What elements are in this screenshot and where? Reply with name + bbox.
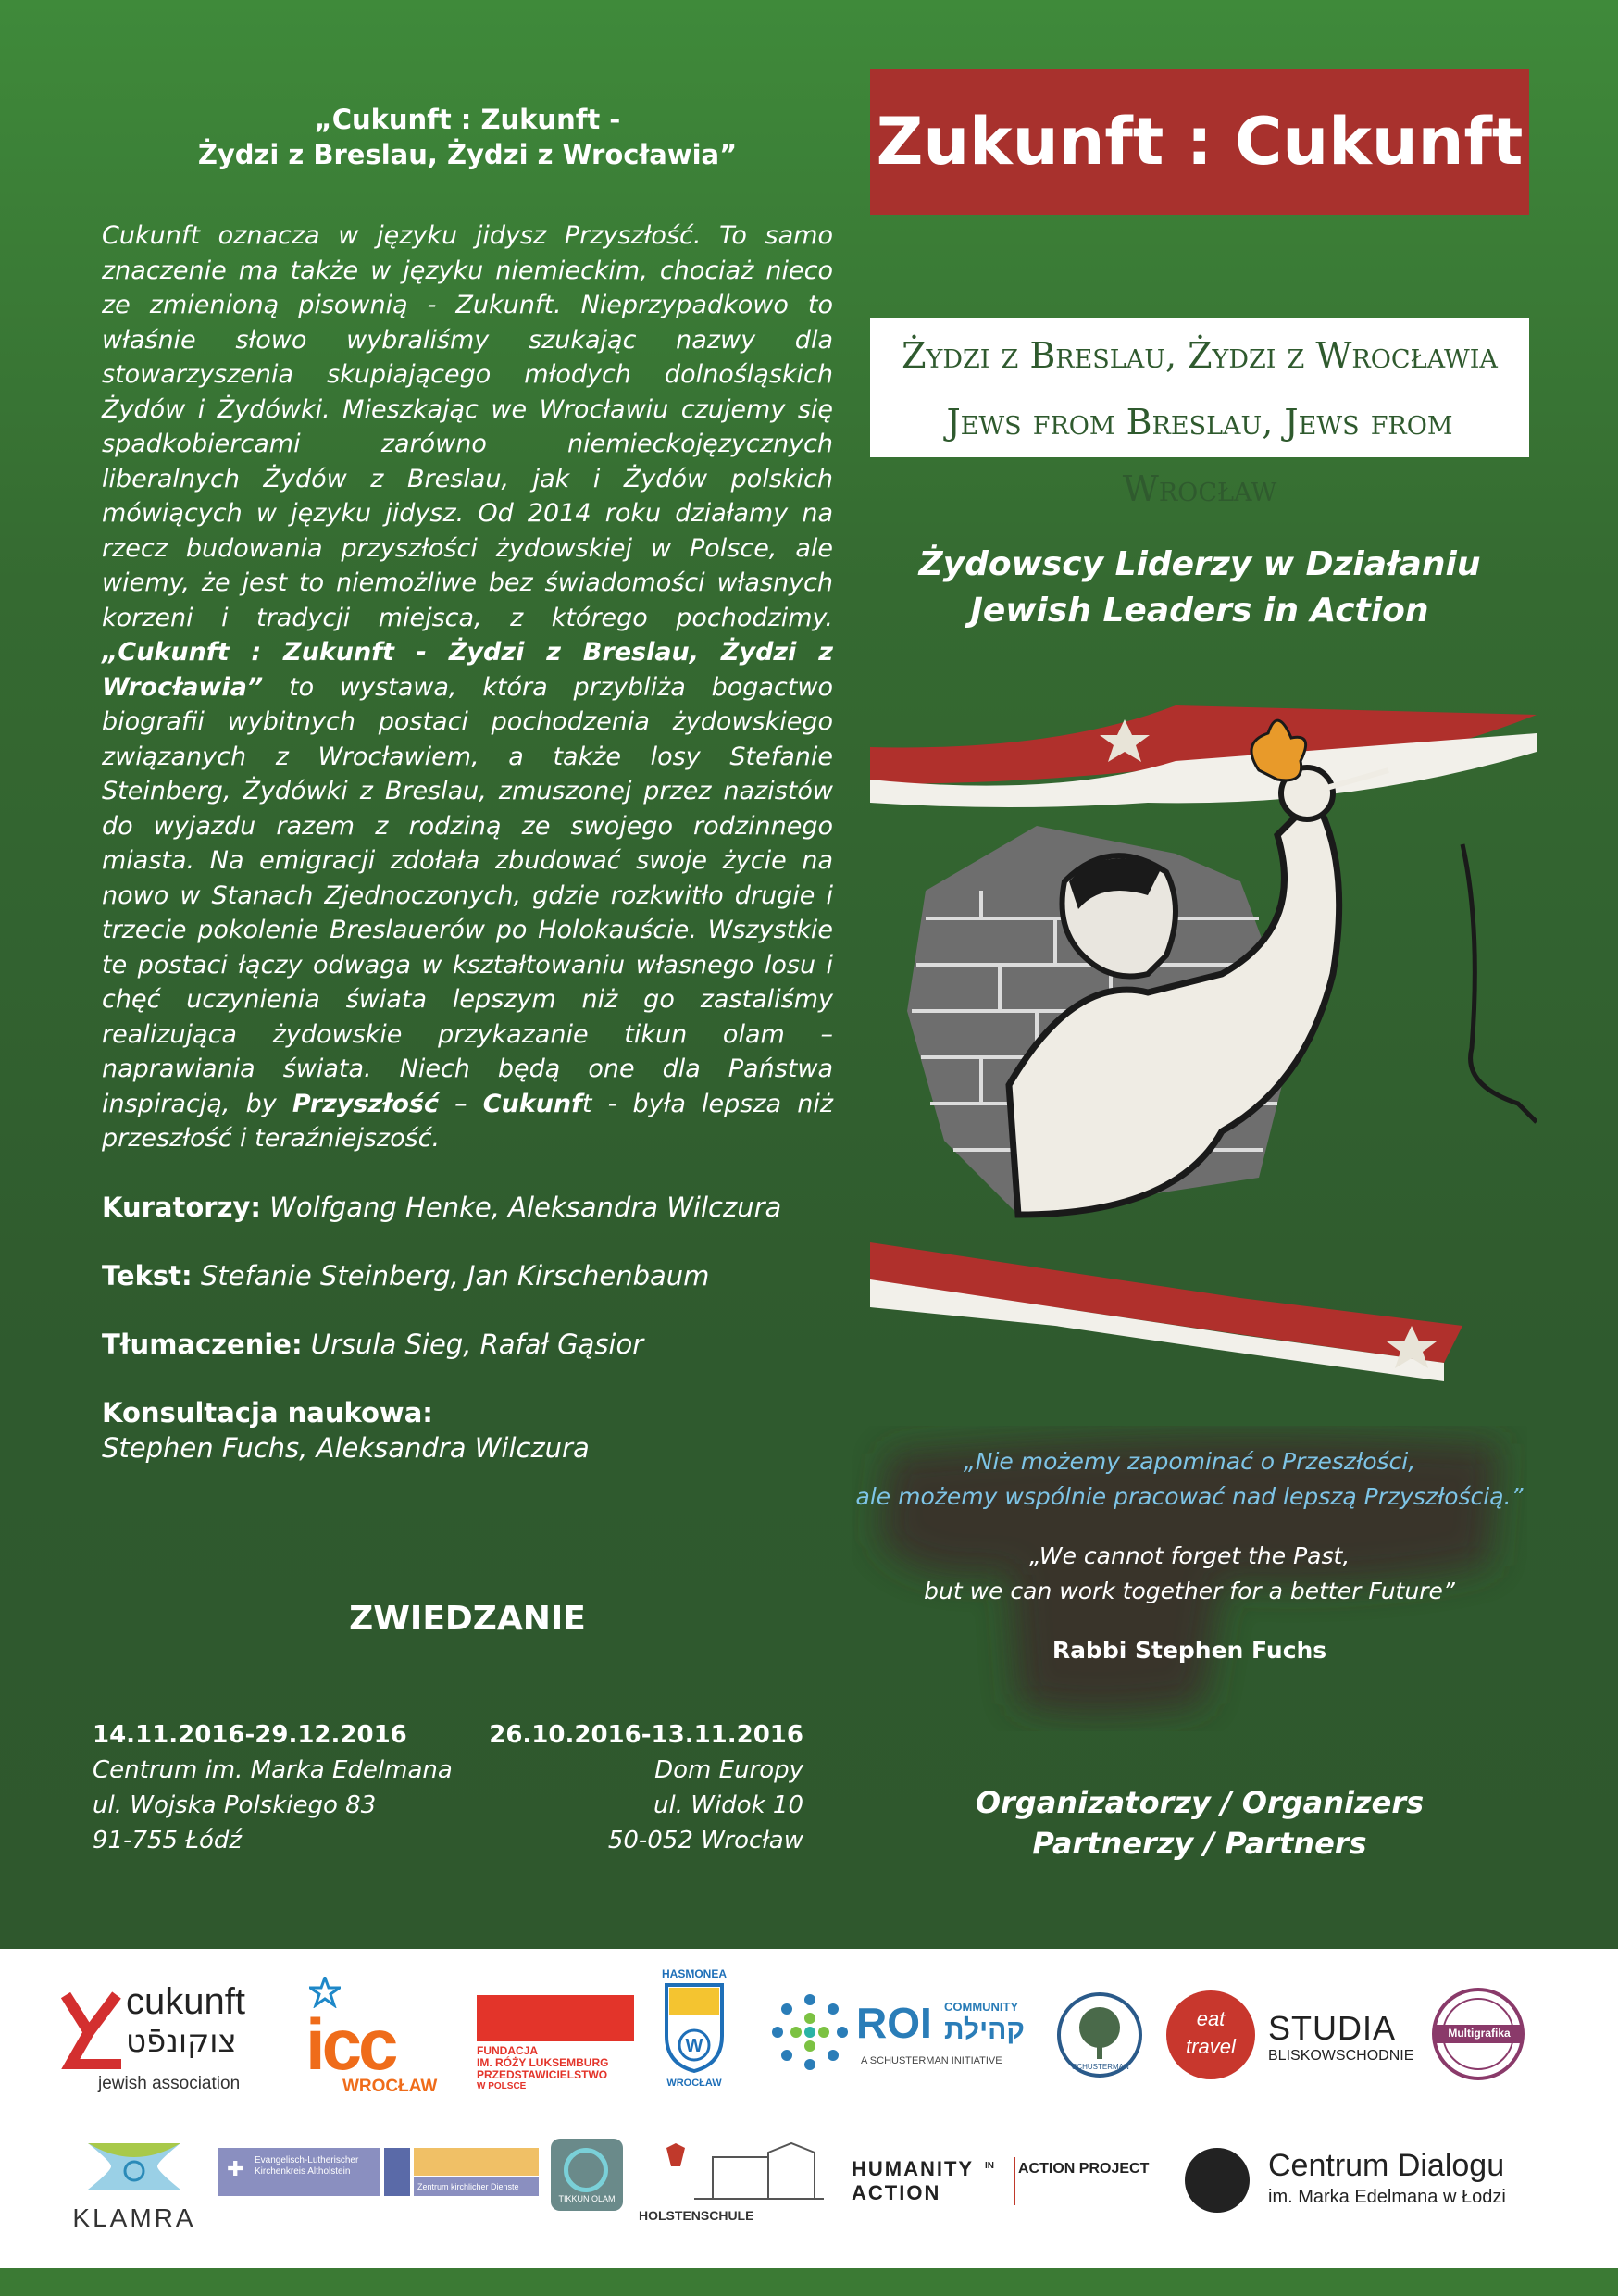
action-text: ACTION [852, 2181, 941, 2204]
description-bold-cukunft: Cukunf [482, 1089, 582, 1118]
credit-text [102, 1258, 833, 1293]
subtitle-english: Jews from Breslau, Jews from Wrocław [946, 402, 1453, 509]
ev-yellow-block [414, 2148, 539, 2176]
eat-text: eat [1196, 2007, 1226, 2030]
visiting-heading: ZWIEDZANIE [349, 1600, 586, 1638]
exhibition-title-line-2: Żydzi z Breslau, Żydzi z Wrocławia” [197, 139, 738, 170]
schusterman-logo [1055, 1990, 1148, 2083]
cukunft-sub: jewish association [98, 2074, 241, 2093]
hasmonea-logo [648, 1967, 741, 2106]
icc-wroclaw-logo [305, 1977, 454, 2097]
fundacja-line: W POLSCE [477, 2081, 527, 2091]
shield-icon [662, 1980, 727, 2073]
roi-text: ROI [856, 1999, 932, 2047]
organizers-label: Organizatorzy / Organizers [975, 1785, 1425, 1820]
svg-text:W: W [685, 2036, 703, 2056]
credit-key: Tekst: [102, 1259, 193, 1292]
subtitle-polish: Żydzi z Breslau, Żydzi z Wrocławia [902, 335, 1498, 376]
holstenschule-logo [639, 2139, 833, 2231]
credit-key: Konsultacja naukowa: [102, 1396, 433, 1429]
roi-hebrew: קהילת [944, 2015, 1026, 2045]
description-bold-przyszlosc: Przyszłość [292, 1089, 439, 1118]
description-text-2: to wystawa, która przybliża bogactwo biografii wybitnych postaci pochodzenia żydowskiego związanych z Wrocławiem, a także losy Stefanie Steinberg, Żydówki z Breslau, zmuszonej przez nazistów do wyjazdu razem z rodziną ze swojego rodzinnego miasta. Na emigracji zdołała zbudować swoje życie na nowo w Stanach Zjednoczonych, gdzie rozkwitło drugie i trzecie pokolenie Breslauerów po Holokauście. Wszystkie te postaci łączy odwaga w kształtowaniu własnego losu i chęć uczynienia świata lepszym niż go zastaliśmy realizująca żydowskie przykazanie tikun olam – naprawiania świata. Niech będą one dla Państwa inspiracją, by [102, 672, 833, 1118]
fundacja-line: IM. RÓŻY LUKSEMBURG [477, 2056, 609, 2069]
action-project-text: ACTION PROJECT [1018, 2161, 1150, 2177]
centrum-dialogu-name: Centrum Dialogu [1268, 2148, 1505, 2183]
bottom-green-bar [0, 2268, 1618, 2296]
leaders-polish: Żydowscy Liderzy w Działaniu [918, 545, 1481, 583]
tikkun-badge [551, 2139, 623, 2211]
divider [1014, 2157, 1015, 2205]
venue-street: ul. Widok 10 [653, 1791, 803, 1819]
quote-block [852, 1444, 1527, 1668]
tikkun-olam-logo [551, 2139, 625, 2213]
illustration-man-breaking-wall [870, 696, 1537, 1381]
venue-name: Dom Europy [654, 1756, 803, 1784]
venue-city: 91-755 Łódź [93, 1827, 243, 1854]
wall-crack [1462, 844, 1537, 1122]
schusterman-text: SCHUSTERMAN [1072, 2063, 1129, 2071]
eat-travel-logo [1166, 1990, 1259, 2083]
red-block [477, 1995, 634, 2041]
multigrafika-text: Multigrafika [1448, 2027, 1511, 2040]
quote-author: Rabbi Stephen Fuchs [1052, 1637, 1327, 1664]
leaders-english: Jewish Leaders in Action [970, 592, 1429, 630]
ev-line: Evangelisch-Lutherischer [255, 2155, 359, 2165]
description-paragraph [102, 218, 833, 1156]
venue-wroclaw [481, 1717, 803, 1858]
venue-street: ul. Wojska Polskiego 83 [93, 1791, 377, 1819]
cukunft-hebrew: צוקונפֿט [126, 2023, 237, 2060]
fundacja-line: PRZEDSTAWICIELSTWO [477, 2068, 608, 2081]
left-column [102, 102, 833, 1466]
humanity-text: HUMANITY [852, 2157, 975, 2180]
humanity-in-action-logo [852, 2157, 1185, 2231]
credit-value: Stephen Fuchs, Aleksandra Wilczura [102, 1431, 590, 1464]
description-bold-title: „Cukunft : Zukunft - Żydzi z Breslau, Żydzi z Wrocławia” [102, 638, 833, 702]
travel-text: travel [1186, 2035, 1236, 2058]
main-title-banner [870, 69, 1529, 215]
quote-polish-line-2: ale możemy wspólnie pracować nad lepszą Przyszłością.” [855, 1483, 1524, 1510]
credit-consultation [102, 1395, 833, 1466]
dots-circle-icon [768, 1990, 852, 2074]
cukunft-name: cukunft [126, 1981, 245, 2022]
exhibition-title-line-1: „Cukunft : Zukunft - [314, 104, 621, 135]
partners-label: Partnerzy / Partners [1032, 1826, 1367, 1861]
ev-line: Zentrum kirchlicher Dienste [414, 2177, 539, 2196]
quote-english-line-2: but we can work together for a better Future” [924, 1578, 1455, 1604]
description-dash: – [438, 1089, 483, 1118]
venue-lodz [93, 1717, 453, 1858]
roi-community: COMMUNITY [944, 2000, 1019, 2014]
school-building-icon [639, 2139, 824, 2203]
tikkun-text: TIKKUN OLAM [558, 2194, 616, 2203]
icc-text: icc [305, 2003, 395, 2085]
klamra-icon [83, 2134, 185, 2199]
quote-polish-line-1: „Nie możemy zapominać o Przeszłości, [963, 1448, 1416, 1475]
credit-curators [102, 1190, 833, 1225]
eat-travel-badge [1166, 1990, 1255, 2079]
credit-value: Wolfgang Henke, Aleksandra Wilczura [260, 1191, 782, 1223]
fundacja-line: FUNDACJA [477, 2044, 538, 2057]
leaders-heading [870, 542, 1529, 634]
tsadi-icon [61, 1990, 126, 2069]
venue-name: Centrum im. Marka Edelmana [93, 1756, 453, 1784]
credit-key: Tłumaczenie: [102, 1328, 303, 1360]
hasmonea-sub: WROCŁAW [666, 2078, 722, 2089]
description-text-3: t - była lepsza niż przeszłość i teraźniejszość. [102, 1089, 833, 1153]
in-text: IN [985, 2161, 994, 2171]
holstenschule-text: HOLSTENSCHULE [639, 2208, 754, 2223]
credit-key: Kuratorzy: [102, 1191, 261, 1223]
evangelical-church-logo [218, 2148, 541, 2203]
credit-translation [102, 1327, 833, 1362]
klamra-logo [69, 2134, 199, 2236]
cukunft-logo [61, 1981, 302, 2092]
cross-icon: ✚ [227, 2157, 244, 2180]
organizers-heading [870, 1782, 1529, 1864]
ring-icon [564, 2148, 608, 2192]
exhibition-title [102, 102, 833, 172]
ev-line: Kirchenkreis Altholstein [255, 2166, 351, 2177]
roi-community-logo [768, 1990, 1037, 2083]
studia-bliskowschodnie-logo [1268, 2009, 1425, 2083]
quote-english-line-1: „We cannot forget the Past, [1028, 1542, 1350, 1569]
icc-sub: WROCŁAW [342, 2077, 438, 2096]
logos-strip [0, 1949, 1618, 2268]
venue-dates: 14.11.2016-29.12.2016 [93, 1721, 407, 1749]
multigrafika-logo [1430, 1986, 1532, 2088]
credit-value: Stefanie Steinberg, Jan Kirschenbaum [192, 1259, 710, 1292]
studia-text: STUDIA [1268, 2009, 1397, 2047]
subtitle-box [870, 318, 1529, 509]
klamra-text: KLAMRA [72, 2203, 196, 2232]
ev-small-block [384, 2148, 410, 2196]
venue-dates: 26.10.2016-13.11.2016 [489, 1721, 803, 1749]
hasmonea-name: HASMONEA [661, 1967, 727, 1980]
description-text-1: Cukunft oznacza w języku jidysz Przyszłość. To samo znaczenie ma także w języku niemieckim, chociaż nieco ze zmienioną pisownią - Zukunft. Nieprzypadkowo to właśnie słowo wybraliśmy szukając nazwy dla stowarzyszenia skupiającego młodych dolnośląskich Żydów i Żydówki. Mieszkając we Wrocławiu czujemy się spadkobiercami zarówno niemieckojęzycznych liberalnych Żydów z Breslau, jak i Żydów polskich mówiących w języku jidysz. Od 2014 roku działamy na rzecz budowania przyszłości żydowskiej w Polsce, ale wiemy, że jest to niemożliwe bez świadomości własnych korzeni i tradycji miejsca, z którego pochodzimy. [102, 221, 833, 632]
centrum-dialogu-badge [1185, 2148, 1250, 2213]
centrum-dialogu-logo [1185, 2148, 1555, 2222]
main-title: Zukunft : Cukunft [876, 104, 1524, 180]
centrum-dialogu-sub: im. Marka Edelmana w Łodzi [1268, 2187, 1506, 2207]
venue-city: 50-052 Wrocław [607, 1827, 803, 1854]
bliskowschodnie-text: BLISKOWSCHODNIE [1268, 2048, 1414, 2064]
roi-sub: A SCHUSTERMAN INITIATIVE [861, 2055, 1002, 2066]
credit-value: Ursula Sieg, Rafał Gąsior [302, 1328, 644, 1360]
rosa-luxemburg-foundation-logo [477, 1995, 634, 2097]
